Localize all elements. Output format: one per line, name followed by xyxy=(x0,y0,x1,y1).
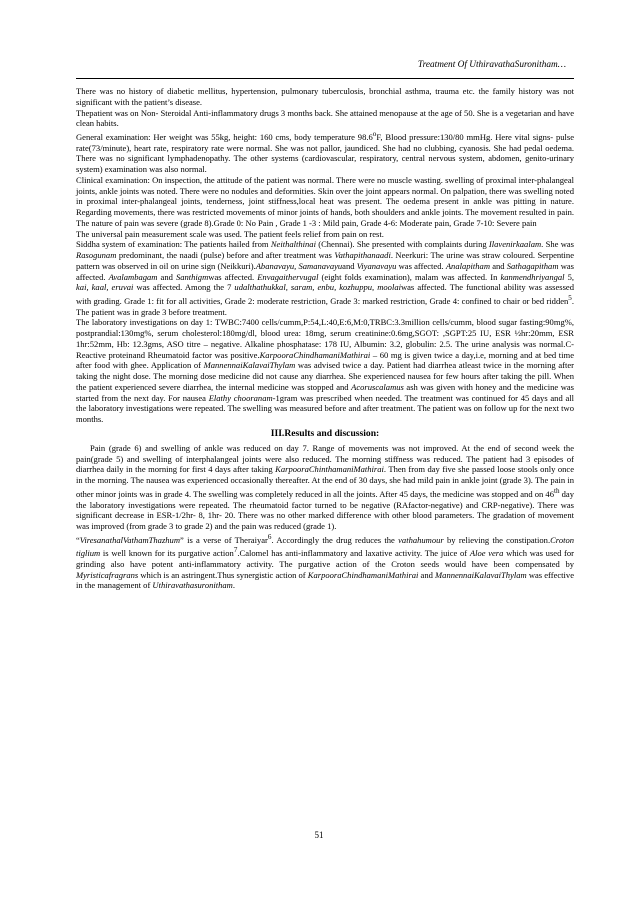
text-run: which was used for grinding also have potent anti-inflammatory activity. The purgative action of the Croton seeds would have been compensated by xyxy=(76,548,575,569)
text-run: . The patient was in grade 3 before treatment. xyxy=(76,295,574,317)
text-run: which is an astringent.Thus synergistic action of xyxy=(138,569,308,580)
ordinal-superscript: th xyxy=(553,486,560,495)
text-run: and xyxy=(342,260,357,271)
text-run: (Chennai). She presented with complaints during xyxy=(315,239,489,250)
text-run: . xyxy=(232,580,235,591)
text-run: was advised twice a day. Patient had diarrhea atleast twice in the morning after taking the night dose. The morning dose medicine did not cause any diarrhea. She experienced nausea for few hours after taking the pill. When the patient experienced severe diarrhea, the internal medicine was stopped and xyxy=(76,360,575,392)
italic-term: Rasogunam xyxy=(76,250,117,261)
text-run: . She was xyxy=(541,239,574,250)
italic-term: Uthiravathasuronitham xyxy=(152,580,233,591)
text-run: day the laboratory investigations were repeated. The rheumatoid factor turned to be negative (RAfactor-negative) and CRP-negative). There was significant decrease in ESR-1/2hr- 8, 1hr- 20. There was no other marked difference with other blood parameters. The gradation of movement was improved (from grade 3 to grade 2) and the pain was reduced (grade 1). xyxy=(76,488,574,532)
paragraph-discussion xyxy=(76,532,574,591)
italic-term: KarpooraChindhamaniMathirai xyxy=(259,349,371,360)
italic-term: kai, kaal, eruvai xyxy=(76,282,134,293)
citation-superscript: 7 xyxy=(233,546,238,555)
italic-term: Ilavenirkaalam xyxy=(488,239,542,250)
italic-term: Neithalthinai xyxy=(270,239,316,250)
text-run: was affected. xyxy=(76,260,575,282)
italic-term: Acoruscalamus xyxy=(351,381,404,392)
text-run: was affected. xyxy=(208,271,258,282)
article-body xyxy=(76,86,574,591)
text-run: General examination: Her weight was 55kg, height: 160 cms, body temperature 98.6 xyxy=(76,131,373,142)
paragraph-siddha-examination xyxy=(76,239,574,317)
paragraph-results xyxy=(76,443,574,532)
degree-superscript: o xyxy=(372,130,377,138)
italic-term: Vathapithanaadi xyxy=(334,250,391,261)
italic-term: Elathy chooranam xyxy=(208,392,273,403)
text-run: .Calomel has anti-inflammatory and laxative activity. The juice of xyxy=(237,548,470,559)
citation-superscript: 6 xyxy=(267,532,272,541)
italic-term: KarpooraChinthamaniMathirai xyxy=(275,464,384,475)
text-run: and xyxy=(490,260,507,271)
italic-term: Envagaithervugal xyxy=(257,271,319,282)
text-run: . Then from day five she passed loose stools only once in the morning. The nausea was experienced occasionally thereafter. At the end of 30 days, she had mild pain in ankle joint (grade 3). The pain in other minor joints was in grade 4. The swelling was completely reduced in all the joints. After 45 days, the medicine was stopped and on 46 xyxy=(76,464,574,499)
italic-term: Santhigm xyxy=(175,271,209,282)
paragraph-pain-scale: The universal pain measurement scale was used. The patient feels relief from pain on rest. xyxy=(76,228,384,239)
text-run: . Neerkuri: The urine was straw coloured. Serpentine pattern was observed in oil on urine sign (Neikkuri). xyxy=(76,250,574,271)
paragraph-drug-history: Thepatient was on Non- Steroidal Anti-inflammatory drugs 3 months back. She attained menopause at the age of 50. She is a vegetarian and have clean habits. xyxy=(76,107,574,129)
text-run: (eight folds examination), malam was affected. In xyxy=(318,271,501,282)
text-run: is well known for its purgative action xyxy=(100,548,234,559)
italic-term: MannennaiKalavaiThylam xyxy=(203,360,296,371)
italic-term: Sathagapitham xyxy=(506,260,559,271)
text-run: Pain (grade 6) and swelling of ankle was reduced on day 7. Range of movements was not improved. At the end of second week the pain(grade 5) and swelling of interphalangeal joints were also reduced. The morning stiffness was reduced. The patient had 3 episodes of diarrhea daily in the morning for first 4 days after taking xyxy=(76,442,574,475)
italic-term: Aloe vera xyxy=(469,548,504,559)
header-rule xyxy=(76,78,574,79)
text-run: by relieving the constipation. xyxy=(443,534,551,545)
text-run: Clinical examination: On inspection, the attitude of the patient was normal. There were no muscle wasting. swelling of proximal inter-phalangeal joints, ankle joints was noted. There were no nodules and deformities. Skin over the joint appears normal. On palpation, there was swelling noted in proximal inter-phalangeal joints, tenderness, joint stiffness,local heat was present. The oedema present in ankle was pitting in nature. Regarding movements, there was restricted movements of minor joints of hands, both shoulders and ankle joints. The movement resulted in pain. The nature of pain was severe (grade 8). xyxy=(76,174,574,228)
section-heading-results: III.Results and discussion: xyxy=(270,427,380,439)
italic-term: udalthathukkal, saram, enbu, kozhuppu, moolai xyxy=(234,282,401,293)
text-run: – 60 mg is given twice a day,i.e, morning and at bed time after food with ghee. Application of xyxy=(76,349,574,371)
italic-term: kanmendhriyangal xyxy=(500,271,565,282)
text-run: and xyxy=(418,569,436,580)
italic-term: Croton tiglium xyxy=(76,534,575,559)
text-run: 5, xyxy=(564,271,575,282)
italic-term: MannennaiKalavaiThylam xyxy=(435,569,527,580)
italic-term: Myristicafragrans xyxy=(76,569,139,580)
text-run: predominant, the naadi (pulse) before and after treatment was xyxy=(116,250,335,261)
text-run: was affected. Among the 7 xyxy=(133,282,235,293)
paragraph-clinical-examination xyxy=(76,175,574,229)
page-number: 51 xyxy=(314,830,324,840)
text-run: Siddha system of examination: The patients hailed from xyxy=(76,239,271,250)
text-run: ash was given with honey and the medicine was started from the next day. For nausea xyxy=(76,381,574,403)
text-run: ” is a verse of Theraiyar xyxy=(180,534,268,545)
text-run: was effective in the management of xyxy=(76,569,574,591)
italic-term: Abanavayu, Samanavayu xyxy=(255,260,343,271)
text-run: and xyxy=(157,271,176,282)
text-run: F, Blood pressure:130/80 mmHg. Here vital signs- pulse rate(73/minute), heart rate, respiratory rate were normal. She was not pallor, jaundiced. She had no clubbing, cyanosis. She had pedal oedema. There was no significant lymphadenopathy. The other systems (cardiovascular, respiratory, central nervous system, abdomen, genito-urinary system) examination was also normal. xyxy=(76,131,574,175)
italic-term: Analapitham xyxy=(445,260,490,271)
text-run: -1gram was prescribed when needed. The treatment was continued for 45 days and all the laboratory investigations were repeated. The swelling was measured before and after treatment. The patient was on follow up for the next two months. xyxy=(76,392,574,425)
text-run: “ xyxy=(76,534,80,545)
running-header: Treatment Of UthiravathaSuronitham… xyxy=(417,60,566,70)
text-run: . Accordingly the drug reduces the xyxy=(271,534,399,545)
italic-term: KarpooraChindhamaniMathirai xyxy=(307,569,419,580)
text-run: was affected. The functional ability was assessed with grading. Grade 1: fit for all activities, Grade 2: moderate restriction, Grade 3: marked restriction, Grade 4: confined to chair or bed ridden xyxy=(76,282,574,306)
pain-grade-legend: Grade 0: No Pain , Grade 1 -3 : Mild pain, Grade 4-6: Moderate pain, Grade 7-10: Severe pain xyxy=(213,217,537,228)
italic-term: Avalambagam xyxy=(108,271,158,282)
italic-term: vathahumour xyxy=(398,534,444,545)
paragraph-laboratory-investigations xyxy=(76,317,574,425)
paragraph-general-examination xyxy=(76,129,574,175)
citation-superscript: 5 xyxy=(568,294,572,303)
italic-term: ViresanathalVathamThazhum xyxy=(79,534,180,545)
text-run: The laboratory investigations on day 1: TWBC:7400 cells/cumm,P:54,L:40,E:6,M:0,TRBC:3.3million cells/cumm, blood sugar fasting:90mg%, postprandial:130mg%, serum cholesterol:180mg/dl, blood urea: 18mg, serum creatinine:0.6mg,SGOT: ,SGPT:25 IU, ESR ½hr:20mm, ESR 1hr:52mm, Hb: 12.3gms, ASO titre – negative. Alkaline phosphatase: 178 IU, Albumin: 3.2, globulin: 2.5. The urine analysis was normal.C-Reactive proteinand Rheumatoid factor was positive. xyxy=(76,317,574,360)
italic-term: Viyanavayu xyxy=(356,260,397,271)
paragraph-history: There was no history of diabetic mellitus, hypertension, pulmonary tuberculosis, bronchial asthma, trauma etc. the family history was not significant with the patient’s disease. xyxy=(76,86,574,107)
text-run: was affected. xyxy=(396,260,446,271)
